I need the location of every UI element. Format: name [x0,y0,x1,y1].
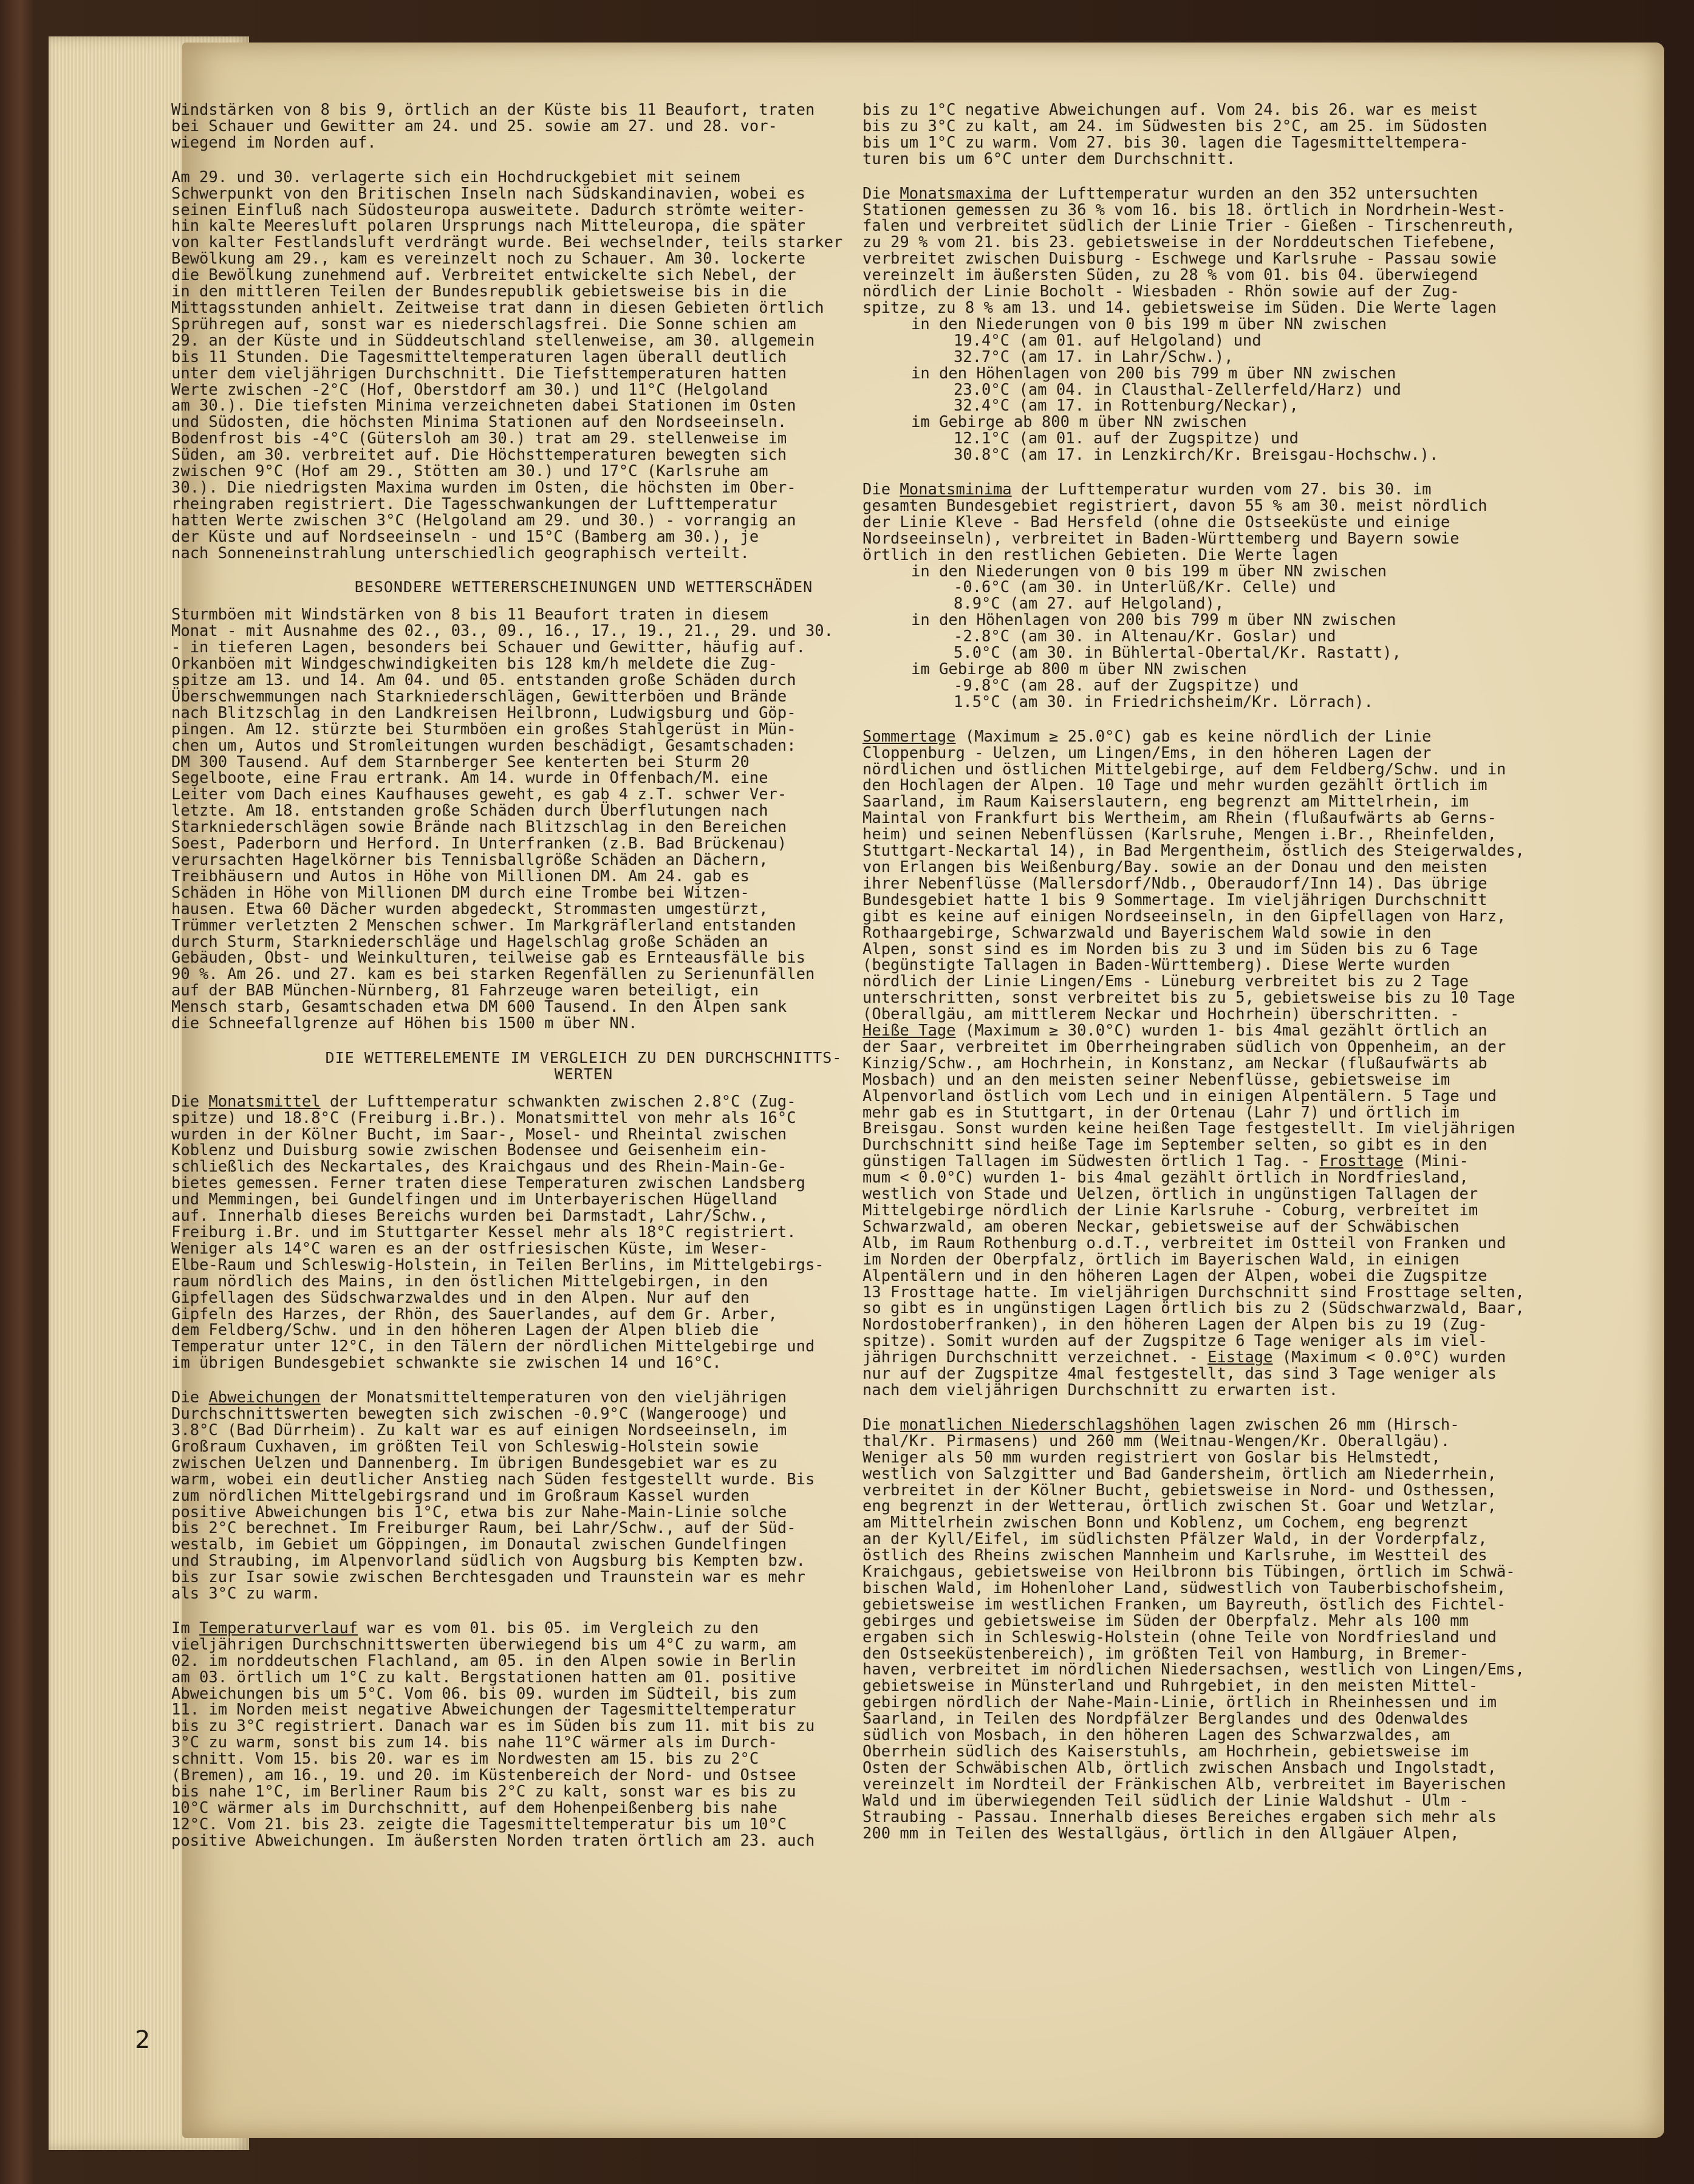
range-values: -9.8°C (am 28. auf der Zugspitze) und 1.5°C (am 30. in Friedrichsheim/Kr. Lörrach). [954,676,1373,711]
underlined-term: Sommertage [862,727,956,746]
text-run: der Lufttemperatur schwankten zwischen 2.8°C (Zug- spitze) und 18.8°C (Freiburg i.Br.). Monatsmittel von mehr als 16°C wurden in der Kölner Bucht, im Saar-, Mosel- und Rheintal zwischen Koblenz und Duisburg sowie zwischen Bodensee und Geisenheim ein- schließlich des Neckartales, des Kraichgaus und des Rhein-Main-Ge- bietes gemessen. Ferner traten diese Temperaturen zwischen Landsberg und Memmingen, bei Gundelfingen und im Unterbayerischen Hügelland auf. Innerhalb dieses Bereichs wurden bei Darmstadt, Lahr/Schw., Freiburg i.Br. und im Stuttgarter Kessel mehr als 18°C registriert. Weniger als 14°C waren es an der ostfriesischen Küste, im Weser- Elbe-Raum und Schleswig-Holstein, in Teilen Berlins, im Mittelgebirgs- raum nördlich des Mains, in den östlichen Mittelgebirgen, in den Gipfellagen des Südschwarzwaldes und in den Alpen. Nur auf den Gipfeln des Harzes, der Rhön, des Sauerlandes, auf dem Gr. Arber, dem Feldberg/Schw. und in den höheren Lagen der Alpen blieb die Temperatur unter 12°C, in den Tälern der nördlichen Mittelgebirge und im übrigen Bundesgebiet schwankte sie zwischen 14 und 16°C. [171,1092,824,1373]
paragraph [862,729,1686,1399]
paragraph [862,186,1686,316]
text-run: (Maximum < 0.0°C) wurden nur auf der Zugspitze 4mal festgestellt, das sind 3 Tage weniger als nach dem vieljährigen Durchschnitt zu erwarten ist. [862,1348,1506,1399]
range-values: -0.6°C (am 30. in Unterlüß/Kr. Celle) und 8.9°C (am 27. auf Helgoland), [954,578,1336,613]
text-run: der Monatsmitteltemperaturen von den vieljährigen Durchschnittswerten bewegten sich zwischen -0.9°C (Wangerooge) und 3.8°C (Bad Dürrheim). Zu kalt war es auf einigen Nordseeinseln, im Großraum Cuxhaven, im größten Teil von Schleswig-Holstein sowie zwischen Uelzen und Dannenberg. Im übrigen Bundesgebiet war es zu warm, wobei ein deutlicher Anstieg nach Süden festgestellt wurde. Bis zum nördlichen Mittelgebirgsrand und im Großraum Kassel wurden positive Abweichungen bis 1°C, etwa bis zur Nahe-Main-Linie solche bis 2°C berechnet. Im Freiburger Raum, bei Lahr/Schw., auf der Süd- westalb, im Gebiet um Göppingen, im Donautal zwischen Gundelfingen und Straubing, im Alpenvorland südlich von Augsburg bis Kempten bzw. bis zur Isar sowie zwischen Berchtesgaden und Traunstein war es mehr als 3°C zu warm. [171,1388,815,1603]
text-run: Im [171,1619,200,1637]
underlined-term: monatlichen Niederschlagshöhen [900,1415,1180,1434]
text-run: Die [171,1388,209,1407]
paragraph: Windstärken von 8 bis 9, örtlich an der Küste bis 11 Beaufort, traten bei Schauer und Gewitter am 24. und 25. sowie am 27. und 28. vor- wiegend im Norden auf. [171,101,815,152]
range-line: in den Niederungen von 0 bis 199 m über NN zwischen [911,315,1387,333]
text-run: (Mini- mum < 0.0°C) wurden 1- bis 4mal gezählt örtlich in Nordfriesland, westlich von Stade und Uelzen, örtlich in ungünstigen Tallagen der Mittelgebirge nördlich der Linie Karlsruhe - Coburg, verbreitet im Schwarzwald, am oberen Neckar, gebietsweise auf der Schwäbischen Alb, im Raum Rothenburg o.d.T., verbreitet im Ostteil von Franken und im Norden der Oberpfalz, örtlich im Bayerischen Wald, in einigen Alpentälern und in den höheren Lagen der Alpen, wobei die Zugspitze 13 Frosttage hatte. Im vieljährigen Durchschnitt sind Frosttage selten, so gibt es in ungünstigen Lagen örtlich bis zu 2 (Südschwarzwald, Baar, Nordostoberfranken), in den höheren Lagen der Alpen bis zu 19 (Zug- spitze). Somit wurden auf der Zugspitze 6 Tage weniger als im viel- jährigen Durchschnitt verzeichnet. - [862,1152,1525,1367]
paragraph [862,1417,1686,1842]
range-values: 23.0°C (am 04. in Clausthal-Zellerfeld/Harz) und 32.4°C (am 17. in Rottenburg/Neckar), [954,380,1401,415]
range-line: im Gebirge ab 800 m über NN zwischen [911,413,1247,432]
text-run: Die [862,1415,900,1434]
underlined-term: Monatsmittel [208,1092,321,1111]
range-line: in den Höhenlagen von 200 bis 799 m über NN zwischen [911,364,1396,383]
paragraph: bis zu 1°C negative Abweichungen auf. Vom 24. bis 26. war es meist bis zu 3°C zu kalt, am 24. im Südwesten bis 2°C, am 25. im Südosten bis um 1°C zu warm. Vom 27. bis 30. lagen die Tagesmitteltempera- turen bis um 6°C unter dem Durchschnitt. [862,101,1487,168]
text-run: Die [862,184,900,203]
right-column [862,102,1686,1860]
range-line: in den Niederungen von 0 bis 199 m über NN zwischen [911,562,1387,581]
text-run: (Maximum ≥ 25.0°C) gab es keine nördlich der Linie Cloppenburg - Uelzen, um Lingen/Ems, in den höheren Lagen der nördlichen und östlichen Mittelgebirge, auf dem Feldberg/Schw. und in den Hochlagen der Alpen. 10 Tage und mehr wurden gezählt örtlich im Saarland, im Raum Kaiserslautern, eng begrenzt am Mittelrhein, im Maintal von Frankfurt bis Wertheim, am Rhein (flußaufwärts ab Gerns- heim) und seinen Nebenflüssen (Karlsruhe, Mengen i.Br., Rheinfelden, Stuttgart-Neckartal 14), in Bad Mergentheim, östlich des Steigerwaldes, von Erlangen bis Weißenburg/Bay. sowie an der Donau und den meisten ihrer Nebenflüsse (Mallersdorf/Ndb., Oberaudorf/Inn 14). Das übrige Bundesgebiet hatte 1 bis 9 Sommertage. Im vieljährigen Durchschnitt gibt es keine auf einigen Nordseeinseln, in den Gipfellagen von Harz, Rothaargebirge, Schwarzwald und Bayerischem Wald sowie in den Alpen, sonst sind es im Norden bis zu 3 und im Süden bis zu 6 Tage (begünstigte Tallagen in Baden-Württemberg). Diese Werte wurden nördlich der Linie Lingen/Ems - Lüneburg verbreitet bis zu 2 Tage unterschritten, sonst verbreitet bis zu 5, gebietsweise bis zu 10 Tage (Oberallgäu, am mittlerem Neckar und Hochrhein) überschritten. - [862,727,1525,1024]
text-run: Die [171,1092,209,1111]
underlined-term: Frosttage [1319,1152,1404,1171]
underlined-term: Monatsminima [900,480,1012,499]
range-values: 19.4°C (am 01. auf Helgoland) und 32.7°C (am 17. in Lahr/Schw.), [954,331,1262,366]
page-number: 2 [135,2026,151,2054]
range-values: 12.1°C (am 01. auf der Zugspitze) und 30.8°C (am 17. in Lenzkirch/Kr. Breisgau-Hochschw.). [954,429,1439,465]
text-run: Die [862,480,900,499]
paragraph: Am 29. und 30. verlagerte sich ein Hochdruckgebiet mit seinem Schwerpunkt von den Britischen Inseln nach Südskandinavien, wobei es seinen Einfluß nach Südosteuropa ausweitete. Dadurch strömte weiter- hin kalte Meeresluft polaren Ursprungs nach Mitteleuropa, die später von kalter Festlandsluft verdrängt wurde. Bei wechselnder, teils starker Bewölkung am 29., kam es vereinzelt noch zu Schauer. Am 30. lockerte die Bewölkung zunehmend auf. Verbreitet entwickelte sich Nebel, der in den mittleren Teilen der Bundesrepublik gebietsweise bis in die Mittagsstunden anhielt. Zeitweise trat dann in diesen Gebieten örtlich Sprühregen auf, sonst war es niederschlagsfrei. Die Sonne schien am 29. an der Küste und in Süddeutschland stellenweise, am 30. allgemein bis 11 Stunden. Die Tagesmitteltemperaturen lagen überall deutlich unter dem vieljährigen Durchschnitt. Die Tiefsttemperaturen hatten Werte zwischen -2°C (Hof, Oberstdorf am 30.) und 11°C (Helgoland am 30.). Die tiefsten Minima verzeichneten dabei Stationen im Osten und Südosten, die höchsten Minima Stationen auf den Nordseeinseln. Bodenfrost bis -4°C (Gütersloh am 30.) trat am 29. stellenweise im Süden, am 30. verbreitet auf. Die Höchsttemperaturen bewegten sich zwischen 9°C (Hof am 29., Stötten am 30.) und 17°C (Karlsruhe am 30.). Die niedrigsten Maxima wurden im Osten, die höchsten im Ober- rheingraben registriert. Die Tagesschwankungen der Lufttemperatur hatten Werte zwischen 3°C (Helgoland am 29. und 30.) - vorrangig an der Küste und auf Nordseeinseln - und 15°C (Bamberg am 30.), je nach Sonneneinstrahlung unterschiedlich geographisch verteilt. [171,168,843,562]
range-line: im Gebirge ab 800 m über NN zwischen [911,660,1247,678]
paragraph: Sturmböen mit Windstärken von 8 bis 11 Beaufort traten in diesem Monat - mit Ausnahme des 02., 03., 09., 16., 17., 19., 21., 29. und 30. - in tieferen Lagen, besonders bei Schauer und Gewitter, häufig auf. Orkanböen mit Windgeschwindigkeiten bis 128 km/h meldete die Zug- spitze am 13. und 14. Am 04. und 05. entstanden große Schäden durch Überschwemmungen nach Starkniederschlägen, Gewitterböen und Brände nach Blitzschlag in den Landkreisen Heilbronn, Ludwigsburg und Göp- pingen. Am 12. stürzte bei Sturmböen ein großes Stahlgerüst in Mün- chen um, Autos und Stromleitungen wurden beschädigt, Gesamtschaden: DM 300 Tausend. Auf dem Starnberger See kenterten bei Sturm 20 Segelboote, eine Frau ertrank. Am 14. wurde in Offenbach/M. eine Leiter vom Dach eines Kaufhauses geweht, es gab 4 z.T. schwer Ver- letzte. Am 18. entstanden große Schäden durch Überflutungen nach Starkniederschlägen sowie Brände nach Blitzschlag in den Bereichen Soest, Paderborn und Herford. In Unterfranken (z.B. Bad Brückenau) verursachten Hagelkörner bis Tennisballgröße Schäden an Dächern, Treibhäusern und Autos in Höhe von Millionen DM. Am 24. gab es Schäden in Höhe von Millionen DM durch eine Trombe bei Witzen- hausen. Etwa 60 Dächer wurden abgedeckt, Strommasten umgestürzt, Trümmer verletzten 2 Menschen schwer. Im Markgräflerland entstanden durch Sturm, Starkniederschläge und Hagelschlag große Schäden an Gebäuden, Obst- und Weinkulturen, teilweise gab es Ernteausfälle bis 90 %. Am 26. und 27. kam es bei starken Regenfällen zu Serienunfällen auf der BAB München-Nürnberg, 81 Fahrzeuge waren beteiligt, ein Mensch starb, Gesamtschaden etwa DM 600 Tausend. In den Alpen sank die Schneefallgrenze auf Höhen bis 1500 m über NN. [171,606,834,1033]
underlined-term: Monatsmaxima [900,184,1012,203]
underlined-term: Temperaturverlauf [199,1619,358,1637]
range-line: in den Höhenlagen von 200 bis 799 m über NN zwischen [911,611,1396,630]
range-values: -2.8°C (am 30. in Altenau/Kr. Goslar) und 5.0°C (am 30. in Bühlertal-Obertal/Kr. Rastatt), [954,627,1401,663]
text-run: der Lufttemperatur wurden vom 27. bis 30. im gesamten Bundesgebiet registriert, davon 55 % am 30. meist nördlich der Linie Kleve - Bad Hersfeld (ohne die Ostseeküste und einige Nordseeinseln), verbreitet in Baden-Württemberg und Bayern sowie örtlich in den restlichen Gebieten. Die Werte lagen [862,480,1487,564]
underlined-term: Eistage [1207,1348,1273,1367]
paragraph [862,482,1686,564]
text-run: der Lufttemperatur wurden an den 352 untersuchten Stationen gemessen zu 36 % vom 16. bis 18. örtlich in Nordrhein-West- falen und verbreitet südlich der Linie Trier - Gießen - Tirschenreuth, zu 29 % vom 21. bis 23. gebietsweise in der Norddeutschen Tiefebene, verbreitet zwischen Duisburg - Eschwege und Karlsruhe - Passau sowie vereinzelt im äußersten Süden, zu 28 % vom 01. bis 04. überwiegend nördlich der Linie Bocholt - Wiesbaden - Rhön sowie auf der Zug- spitze, zu 8 % am 13. und 14. gebietsweise im Süden. Die Werte lagen [862,184,1515,317]
text-run: (Maximum ≥ 30.0°C) wurden 1- bis 4mal gezählt örtlich an der Saar, verbreitet im Oberrheingraben südlich von Oppenheim, an der Kinzig/Schw., am Hochrhein, in Konstanz, am Neckar (flußaufwärts ab Mosbach) und an den meisten seiner Nebenflüsse, gebietsweise im Alpenvorland östlich vom Lech und in einigen Alpentälern. 5 Tage und mehr gab es in Stuttgart, in der Ortenau (Lahr 7) und örtlich im Breisgau. Sonst wurden keine heißen Tage festgestellt. Im vieljährigen Durchschnitt sind heiße Tage im September selten, so gibt es in den günstigen Tallagen im Südwesten örtlich 1 Tag. - [862,1022,1515,1171]
section-heading: BESONDERE WETTERERSCHEINUNGEN UND WETTERSCHÄDEN [354,578,813,596]
text-run: war es vom 01. bis 05. im Vergleich zu den vieljährigen Durchschnittswerten überwiegend bis um 4°C zu warm, am 02. im norddeutschen Flachland, am 05. in den Alpen sowie in Berlin am 03. örtlich um 1°C zu kalt. Bergstationen hatten am 01. positive Abweichungen bis um 5°C. Vom 06. bis 09. wurden im Südteil, bis zum 11. im Norden meist negative Abweichungen der Tagesmitteltemperatur bis zu 3°C registriert. Danach war es im Süden bis zum 11. mit bis zu 3°C zu warm, sonst bis zum 14. bis nahe 11°C wärmer als im Durch- schnitt. Vom 15. bis 20. war es im Nordwesten am 15. bis zu 2°C (Bremen), am 16., 19. und 20. im Küstenbereich der Nord- und Ostsee bis nahe 1°C, im Berliner Raum bis 2°C zu kalt, sonst war es bis zu 10°C wärmer als im Durchschnitt, auf dem Hohenpeißenberg bis nahe 12°C. Vom 21. bis 23. zeigte die Tagesmitteltemperatur bis um 10°C positive Abweichungen. Im äußersten Norden traten örtlich am 23. auch [171,1619,815,1850]
underlined-term: Heiße Tage [862,1022,956,1040]
underlined-term: Abweichungen [208,1388,321,1407]
text-run: lagen zwischen 26 mm (Hirsch- thal/Kr. Pirmasens) und 260 mm (Weitnau-Wengen/Kr. Oberallgäu). Weniger als 50 mm wurden registriert von Goslar bis Helmstedt, westlich von Salzgitter und Bad Gandersheim, örtlich am Niederrhein, verbreitet in der Kölner Bucht, gebietsweise in Nord- und Osthessen, eng begrenzt in der Wetterau, örtlich zwischen St. Goar und Wetzlar, am Mittelrhein zwischen Bonn und Koblenz, um Cochem, eng begrenzt an der Kyll/Eifel, im südlichsten Pfälzer Wald, in der Vorderpfalz, östlich des Rheins zwischen Mannheim und Karlsruhe, im Westteil des Kraichgaus, gebietsweise von Heilbronn bis Tübingen, örtlich im Schwä- bischen Wald, im Hohenloher Land, südwestlich von Tauberbischofsheim, gebietsweise im westlichen Franken, um Bayreuth, östlich des Fichtel- gebirges und gebietsweise im Süden der Oberpfalz. Mehr als 100 mm ergaben sich in Schleswig-Holstein (ohne Teile von Nordfriesland und den Ostseeküstenbereich), im größten Teil von Hamburg, in Bremer- haven, verbreitet im nördlichen Niedersachsen, westlich von Lingen/Ems, gebietsweise in Münsterland und Ruhrgebiet, in den meisten Mittel- gebirgen nördlich der Nahe-Main-Linie, örtlich in Rheinhessen und im Saarland, in Teilen des Nordpfälzer Berglandes und des Odenwaldes südlich von Mosbach, in den höheren Lagen des Schwarzwaldes, am Oberrhein südlich des Kaiserstuhls, am Hochrhein, gebietsweise im Osten der Schwäbischen Alb, örtlich zwischen Ansbach und Ingolstadt, vereinzelt im Nordteil der Fränkischen Alb, verbreitet im Bayerischen Wald und im überwiegenden Teil südlich der Linie Waldshut - Ulm - Straubing - Passau. Innerhalb dieses Bereiches ergaben sich mehr als 200 mm in Teilen des Westallgäus, örtlich in den Allgäuer Alpen, [862,1415,1525,1843]
section-heading: DIE WETTERELEMENTE IM VERGLEICH ZU DEN DURCHSCHNITTS- WERTEN [325,1048,842,1083]
